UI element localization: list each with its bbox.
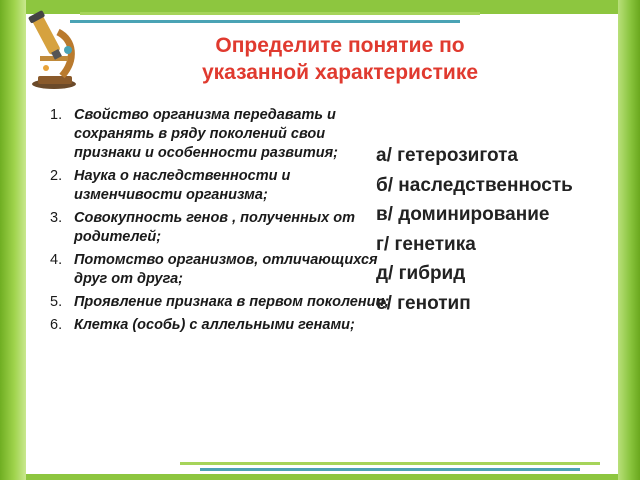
title-line-1: Определите понятие по [215,34,465,57]
definition-number: 4. [50,252,63,268]
definition-item [44,167,390,205]
definition-text: Клетка (особь) с аллельными генами; [74,317,355,333]
term-item: а/ гетерозигота [376,145,518,166]
definitions-list [44,106,390,339]
slide-title [140,32,540,86]
definition-text: Свойство организма передавать и сохранять в ряду поколений свои признаки и особенности развития; [74,107,339,161]
term-item: е/ генотип [376,292,471,314]
top-teal-line [70,20,460,23]
bottom-teal-line [200,468,580,471]
terms-list [376,141,626,318]
title-line-2: указанной характеристике [201,61,479,84]
definition-number: 5. [50,294,63,310]
definition-number: 3. [50,210,63,226]
definition-number: 6. [50,317,63,333]
definition-text: Совокупность генов , полученных от родителей; [74,210,356,245]
term-item: в/ доминирование [376,204,550,225]
definition-item [44,293,390,312]
microscope-icon [18,10,88,90]
bottom-green-line [180,462,600,465]
definition-number: 1. [50,107,63,123]
definition-item [44,251,390,289]
top-green-line [80,12,480,15]
definition-number: 2. [50,168,63,184]
term-item: г/ генетика [376,233,476,255]
definition-item [44,106,390,163]
definition-item [44,316,390,335]
definition-text: Проявление признака в первом поколении; [74,294,390,310]
term-item: б/ наследственность [376,174,573,196]
definition-text: Потомство организмов, отличающихся друг от друга; [74,252,378,287]
term-item: д/ гибрид [376,263,466,284]
definition-item [44,209,390,247]
definition-text: Наука о наследственности и изменчивости организма; [74,168,291,203]
